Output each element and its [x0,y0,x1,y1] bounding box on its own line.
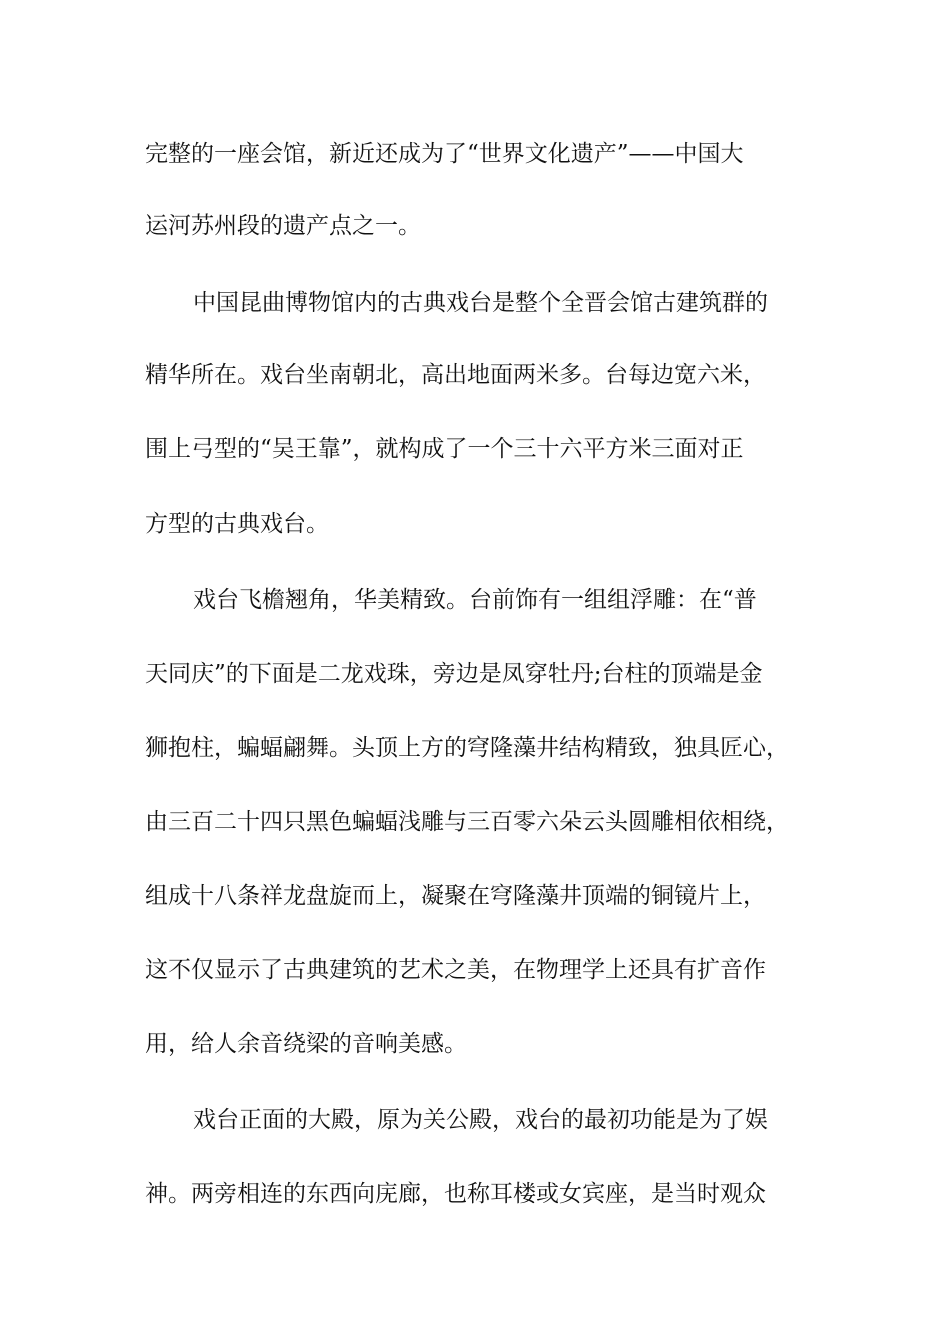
text-line: 天同庆”的下面是二龙戏珠，旁边是凤穿牡丹;台柱的顶端是金 [145,661,763,687]
text-line: 围上弓型的“吴王靠”，就构成了一个三十六平方米三面对正 [145,436,744,462]
text-line: 由三百二十四只黑色蝙蝠浅雕与三百零六朵云头圆雕相依相绕， [145,809,789,835]
text-line: 狮抱柱，蝙蝠翩舞。头顶上方的穹隆藻井结构精致，独具匠心， [145,735,789,761]
text-line: 这不仅显示了古典建筑的艺术之美，在物理学上还具有扩音作 [145,957,766,983]
text-line: 用，给人余音绕梁的音响美感。 [145,1031,467,1057]
text-line: 完整的一座会馆，新近还成为了“世界文化遗产”——中国大 [145,141,744,167]
paragraph-first-line: 戏台正面的大殿，原为关公殿，戏台的最初功能是为了娱 [193,1107,768,1133]
text-line: 神。两旁相连的东西向庑廊，也称耳楼或女宾座，是当时观众 [145,1181,766,1207]
paragraph-first-line: 中国昆曲博物馆内的古典戏台是整个全晋会馆古建筑群的 [193,290,768,316]
text-line: 运河苏州段的遗产点之一。 [145,213,421,239]
paragraph-first-line: 戏台飞檐翘角，华美精致。台前饰有一组组浮雕：在“普 [193,587,757,613]
text-line: 方型的古典戏台。 [145,511,329,537]
text-line: 组成十八条祥龙盘旋而上，凝聚在穹隆藻井顶端的铜镜片上， [145,883,766,909]
text-line: 精华所在。戏台坐南朝北，高出地面两米多。台每边宽六米， [145,362,766,388]
